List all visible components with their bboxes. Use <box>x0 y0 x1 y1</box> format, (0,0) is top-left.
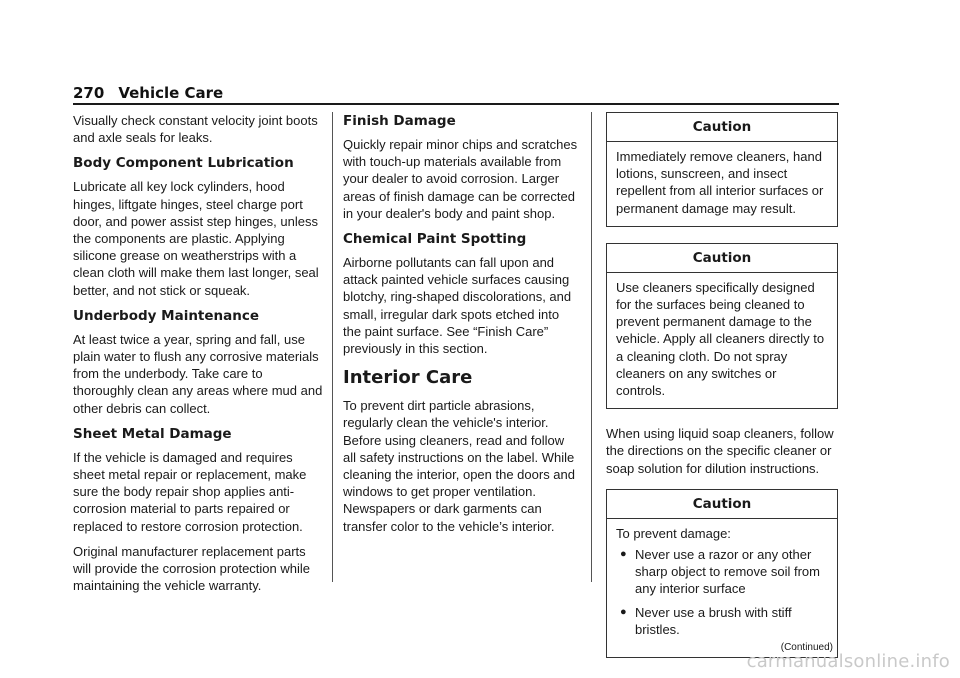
middle-column <box>343 112 579 543</box>
caution-bullet-list <box>616 546 828 638</box>
caution-box-prevent-damage <box>606 489 838 658</box>
caution-text: Immediately remove cleaners, hand lotions, sunscreen, and insect repellent from all interior surfaces or permanent damage may result. <box>616 149 824 216</box>
intro-paragraph: Visually check constant velocity joint boots and axle seals for leaks. <box>73 113 318 146</box>
caution-intro: To prevent damage: <box>616 525 731 541</box>
section-heading-finish-damage: Finish Damage <box>343 113 456 129</box>
bullet-icon: ● <box>620 548 627 561</box>
paragraph-replacement-parts: Original manufacturer replacement parts will provide the corrosion protection while maintaining the vehicle warranty. <box>73 543 311 594</box>
caution-text: Use cleaners specifically designed for the surfaces being cleaned to prevent permanent damage to the vehicle. Apply all cleaners directly to a cleaning cloth. Do not spray cleaners on any switches or controls. <box>616 279 825 399</box>
paragraph-chemical-paint: Airborne pollutants can fall upon and attack painted vehicle surfaces causing blotchy, ring-shaped discolorations, and small, irregular dark spots etched into the paint surface. See “Finish Care” previously in this section. <box>343 255 572 357</box>
header-rule <box>73 103 839 105</box>
list-item: ● Never use a razor or any other sharp object to remove soil from any interior surface <box>620 547 820 597</box>
page-number: 270 <box>73 84 105 102</box>
section-heading-body-lubrication: Body Component Lubrication <box>73 155 294 172</box>
page-title: Vehicle Care <box>118 84 224 102</box>
column-divider-left <box>332 112 333 582</box>
section-heading-underbody: Underbody Maintenance <box>73 307 260 324</box>
caution-title: Caution <box>607 494 837 519</box>
column-divider-right <box>591 112 592 582</box>
paragraph-body-lubrication: Lubricate all key lock cylinders, hood hinges, liftgate hinges, steel charge port door, and power assist step hinges, unless the components are plastic. Applying silicone grease on weatherstrips with a clean cloth will make them last longer, seal better, and not stick or squeak. <box>73 179 319 298</box>
paragraph-interior-care: To prevent dirt particle abrasions, regularly clean the vehicle's interior. Before using cleaners, read and follow all safety instructions on the label. While cleaning the interior, open the doors and windows to get proper ventilation. Newspapers or dark garments can transfer color to the vehicle’s interior. <box>343 398 576 534</box>
paragraph-sheet-metal: If the vehicle is damaged and requires sheet metal repair or replacement, make sure the body repair shop applies anti-corrosion material to parts repaired or replaced to restore corrosion protection. <box>73 449 307 534</box>
right-column <box>606 112 838 658</box>
caution-title: Caution <box>607 117 837 142</box>
caution-box-specific-cleaners <box>606 243 838 409</box>
section-heading-interior-care: Interior Care <box>343 367 473 389</box>
watermark: carmanualsonline.info <box>746 651 950 672</box>
left-column <box>73 112 323 602</box>
list-item: ● Never use a brush with stiff bristles. <box>620 604 792 637</box>
caution-box-cleaners <box>606 112 838 227</box>
page-header <box>73 84 223 102</box>
paragraph-liquid-soap: When using liquid soap cleaners, follow the directions on the specific cleaner or soap solution for dilution instructions. <box>606 426 834 476</box>
bullet-icon: ● <box>620 605 627 618</box>
caution-title: Caution <box>607 248 837 273</box>
paragraph-underbody: At least twice a year, spring and fall, use plain water to flush any corrosive materials from the underbody. Take care to thoroughly clean any areas where mud and other debris can collect. <box>73 331 323 416</box>
section-heading-sheet-metal: Sheet Metal Damage <box>73 425 232 442</box>
section-heading-chemical-paint: Chemical Paint Spotting <box>343 231 527 248</box>
continued-label: (Continued) <box>780 642 833 654</box>
paragraph-finish-damage: Quickly repair minor chips and scratches with touch-up materials available from your dealer to avoid corrosion. Larger areas of finish damage can be corrected in your dealer's body and paint shop. <box>343 137 578 221</box>
